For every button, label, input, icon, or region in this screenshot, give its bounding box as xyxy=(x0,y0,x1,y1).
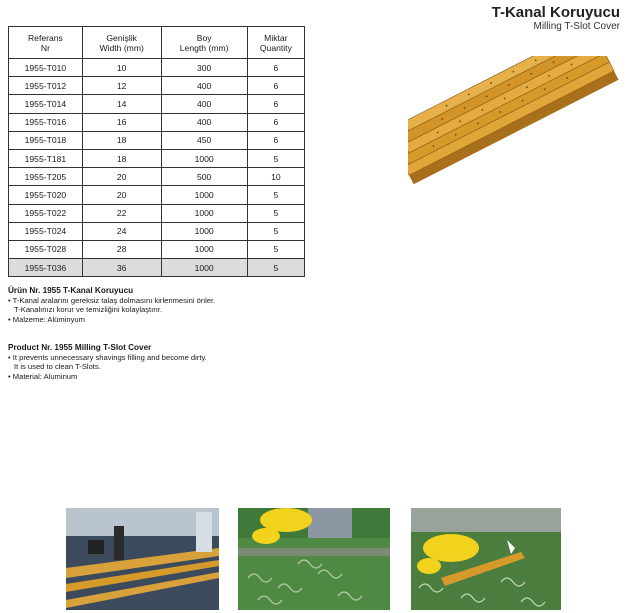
cell-reference: 1955-T016 xyxy=(9,113,83,131)
cell-length: 300 xyxy=(161,59,247,77)
table-row xyxy=(9,259,305,277)
table-row xyxy=(9,59,305,77)
cell-reference: 1955-T012 xyxy=(9,77,83,95)
cell-quantity: 6 xyxy=(247,113,304,131)
cell-length: 1000 xyxy=(161,204,247,222)
cell-quantity: 6 xyxy=(247,59,304,77)
cell-reference: 1955-T205 xyxy=(9,168,83,186)
cell-reference: 1955-T014 xyxy=(9,95,83,113)
col-header-quantity: Miktar Quantity xyxy=(247,27,304,59)
cell-width: 20 xyxy=(82,168,161,186)
cell-reference: 1955-T022 xyxy=(9,204,83,222)
table-row xyxy=(9,168,305,186)
table-row xyxy=(9,222,305,240)
cell-reference: 1955-T020 xyxy=(9,186,83,204)
table-row xyxy=(9,131,305,149)
cell-width: 36 xyxy=(82,259,161,277)
cell-quantity: 5 xyxy=(247,149,304,167)
description-heading: Product Nr. 1955 Milling T-Slot Cover xyxy=(8,343,152,352)
cell-width: 22 xyxy=(82,204,161,222)
description-turkish xyxy=(8,286,215,324)
table-row xyxy=(9,95,305,113)
cell-length: 1000 xyxy=(161,149,247,167)
description-heading: Ürün Nr. 1955 T-Kanal Koruyucu xyxy=(8,286,134,295)
cell-width: 28 xyxy=(82,240,161,258)
cell-quantity: 5 xyxy=(247,222,304,240)
cell-length: 1000 xyxy=(161,186,247,204)
cell-quantity: 6 xyxy=(247,77,304,95)
cell-length: 400 xyxy=(161,113,247,131)
cell-reference: 1955-T028 xyxy=(9,240,83,258)
page-title: T-Kanal Koruyucu xyxy=(491,4,620,21)
cell-length: 400 xyxy=(161,77,247,95)
cell-quantity: 5 xyxy=(247,204,304,222)
description-line: • Malzeme: Alüminyum xyxy=(8,314,85,324)
photo-machine-table xyxy=(66,508,219,610)
cell-quantity: 5 xyxy=(247,186,304,204)
table-body xyxy=(9,59,305,277)
table-row xyxy=(9,149,305,167)
cell-quantity: 6 xyxy=(247,131,304,149)
cell-width: 16 xyxy=(82,113,161,131)
table-row xyxy=(9,204,305,222)
description-line: T-Kanalınızı korur ve temizliğini kolaylaştırır. xyxy=(14,305,163,315)
table-row xyxy=(9,186,305,204)
description-line: • T-Kanal aralarını gereksiz talaş dolmasını kirlenmesini önler. xyxy=(8,295,216,305)
cell-length: 1000 xyxy=(161,259,247,277)
cell-reference: 1955-T024 xyxy=(9,222,83,240)
cell-length: 400 xyxy=(161,95,247,113)
col-header-length: Boy Length (mm) xyxy=(161,27,247,59)
cell-reference: 1955-T036 xyxy=(9,259,83,277)
cell-width: 14 xyxy=(82,95,161,113)
cell-width: 20 xyxy=(82,186,161,204)
table-header-row xyxy=(9,27,305,59)
description-line: • Material: Aluminum xyxy=(8,371,78,381)
photo-chip-cleaning xyxy=(238,508,390,610)
cell-width: 18 xyxy=(82,131,161,149)
cell-length: 450 xyxy=(161,131,247,149)
cell-length: 1000 xyxy=(161,222,247,240)
table-row xyxy=(9,113,305,131)
cell-reference: 1955-T018 xyxy=(9,131,83,149)
cell-width: 18 xyxy=(82,149,161,167)
table-row xyxy=(9,240,305,258)
product-photo xyxy=(408,56,626,190)
cell-quantity: 5 xyxy=(247,240,304,258)
col-header-width: Genişlik Width (mm) xyxy=(82,27,161,59)
cell-width: 12 xyxy=(82,77,161,95)
cell-length: 1000 xyxy=(161,240,247,258)
photo-cover-removal xyxy=(411,508,561,610)
cell-reference: 1955-T181 xyxy=(9,149,83,167)
description-line: • It prevents unnecessary shavings filling and become dirty. xyxy=(8,352,207,362)
cell-quantity: 10 xyxy=(247,168,304,186)
cell-quantity: 6 xyxy=(247,95,304,113)
description-line: It is used to clean T-Slots. xyxy=(14,362,101,372)
col-header-reference: Referans Nr xyxy=(9,27,83,59)
cell-width: 10 xyxy=(82,59,161,77)
table-row xyxy=(9,77,305,95)
page-subtitle: Milling T-Slot Cover xyxy=(533,21,620,32)
cell-length: 500 xyxy=(161,168,247,186)
cell-width: 24 xyxy=(82,222,161,240)
description-english xyxy=(8,343,207,381)
spec-table xyxy=(8,26,305,277)
cell-reference: 1955-T010 xyxy=(9,59,83,77)
cell-quantity: 5 xyxy=(247,259,304,277)
